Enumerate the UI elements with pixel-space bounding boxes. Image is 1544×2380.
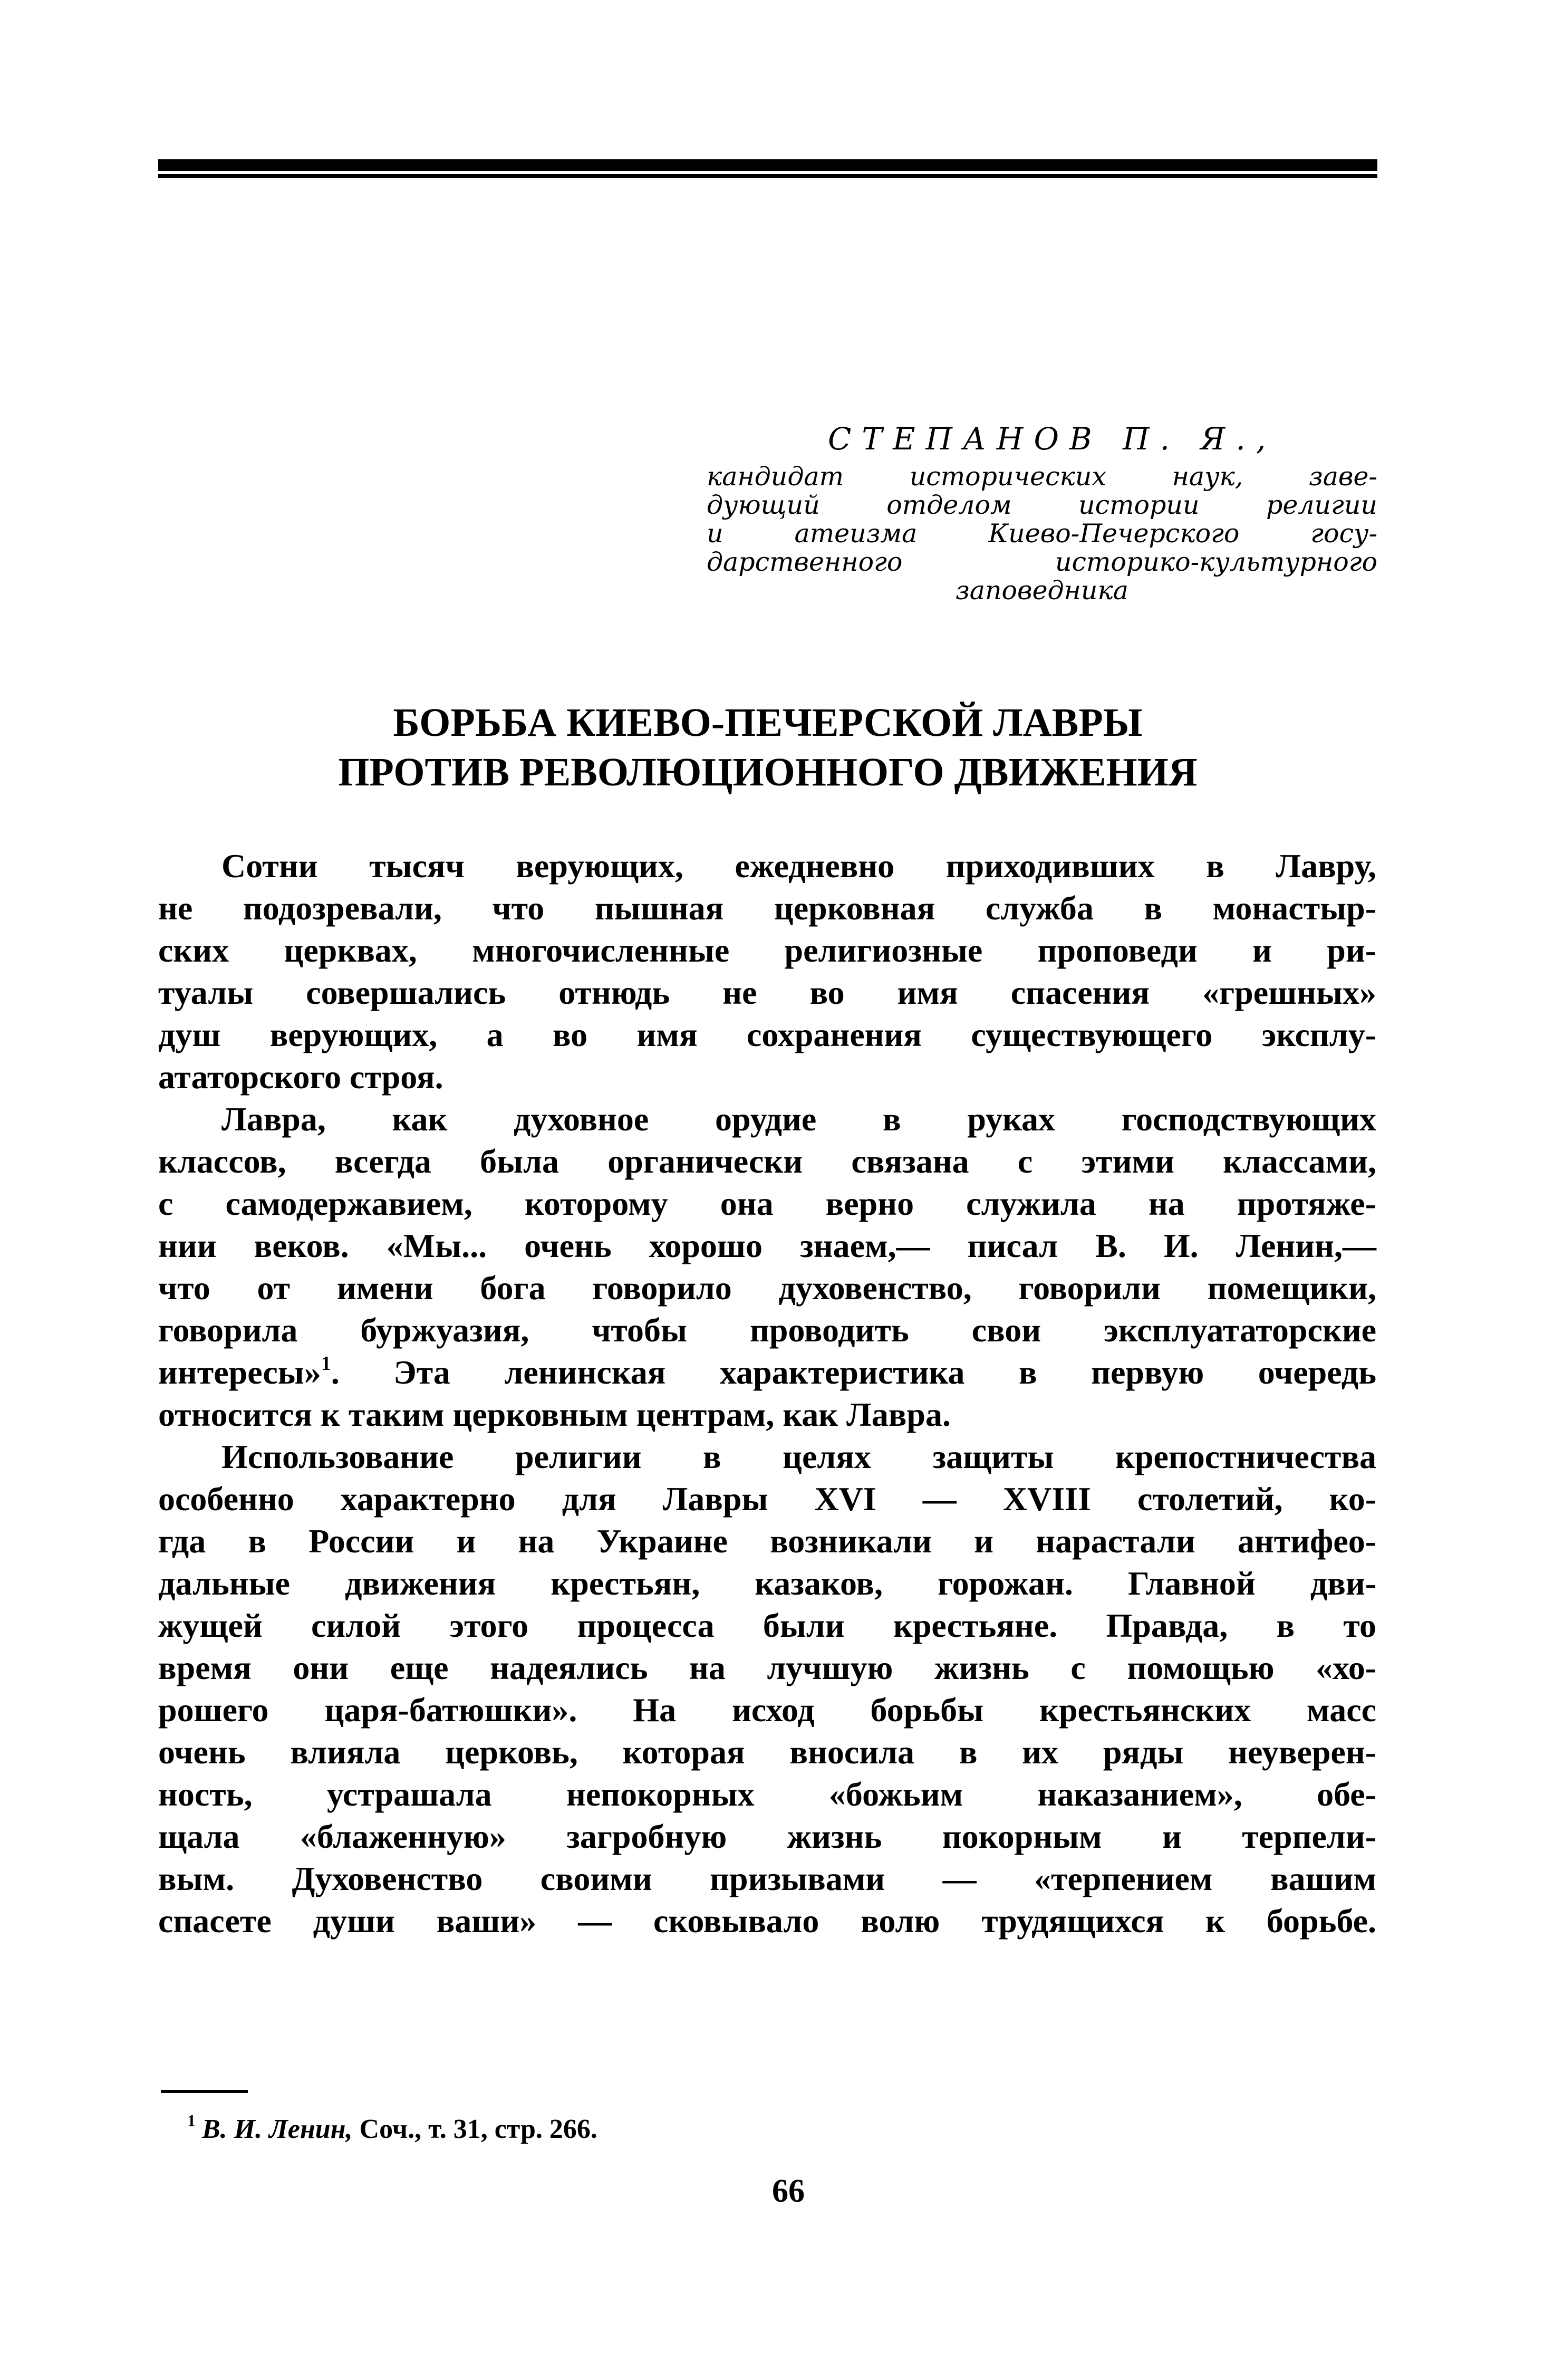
header-rule-thick [158, 159, 1377, 171]
paragraph-3-line: очень влияла церковь, которая вносила в их ряды неуверен- [158, 1733, 1376, 1771]
paragraph-1-line: не подозревали, что пышная церковная служба в монастыр- [158, 889, 1376, 927]
article-title-line: БОРЬБА КИЕВО-ПЕЧЕРСКОЙ ЛАВРЫ [393, 700, 1143, 745]
author-credentials-line: дарственного историко-культурного [707, 547, 1377, 577]
paragraph-2-line [158, 1351, 1376, 1394]
footnote-source: Соч., т. 31, стр. 266. [359, 2114, 597, 2144]
paragraph-2-line: что от имени бога говорило духовенство, говорили помещики, [158, 1269, 1376, 1307]
paragraph-1-line: Сотни тысяч верующих, ежедневно приходивших в Лавру, [221, 847, 1376, 885]
quote-end-text: интересы» [158, 1354, 321, 1391]
footnote [187, 2113, 597, 2146]
paragraph-2-line: классов, всегда была органически связана с этими классами, [158, 1143, 1376, 1180]
author-credentials-line: кандидат исторических наук, заве- [707, 462, 1377, 492]
footnote-mark: 1 [187, 2111, 196, 2130]
paragraph-3-line: гда в России и на Украине возникали и нарастали антифео- [158, 1522, 1376, 1560]
paragraph-3-line: время они еще надеялись на лучшую жизнь с помощью «хо- [158, 1649, 1376, 1686]
paragraph-3-line: жущей силой этого процесса были крестьяне. Правда, в то [158, 1607, 1376, 1644]
paragraph-1-line: туалы совершались отнюдь не во имя спасения «грешных» [158, 974, 1376, 1011]
article-title-line: ПРОТИВ РЕВОЛЮЦИОННОГО ДВИЖЕНИЯ [338, 750, 1198, 794]
paragraph-3-line: ность, устрашала непокорных «божьим наказанием», обе- [158, 1776, 1376, 1813]
paragraph-1-line: ататорского строя. [158, 1058, 443, 1096]
paragraph-3-line: особенно характерно для Лавры XVI — XVIII столетий, ко- [158, 1480, 1376, 1518]
footnote-author: В. И. Ленин, [202, 2114, 353, 2144]
paragraph-2-line: нии веков. «Мы... очень хорошо знаем,— писал В. И. Ленин,— [158, 1227, 1376, 1264]
page-number: 66 [772, 2173, 805, 2209]
paragraph-2-line: относится к таким церковным центрам, как Лавра. [158, 1396, 951, 1433]
author-credentials-line: дующий отделом истории религии [707, 490, 1377, 520]
paragraph-1-line: душ верующих, а во имя сохранения существующего эксплу- [158, 1016, 1376, 1053]
paragraph-2-line: с самодержавием, которому она верно служила на протяже- [158, 1185, 1376, 1222]
footnote-separator [161, 2090, 248, 2093]
line-continuation-text: . Эта ленинская характеристика в первую очередь [331, 1354, 1376, 1391]
paragraph-2-line: Лавра, как духовное орудие в руках господствующих [221, 1100, 1376, 1138]
paragraph-3-line: щала «блаженную» загробную жизнь покорным и терпели- [158, 1818, 1376, 1855]
author-name: СТЕПАНОВ П. Я., [828, 421, 1277, 457]
author-credentials-line: заповедника [956, 575, 1128, 606]
header-rule-thin [158, 174, 1377, 178]
paragraph-3-line: Использование религии в целях защиты крепостничества [221, 1438, 1376, 1475]
paragraph-3-line: дальные движения крестьян, казаков, горожан. Главной дви- [158, 1565, 1376, 1602]
paragraph-2-line: говорила буржуазия, чтобы проводить свои эксплуататорские [158, 1311, 1376, 1349]
paragraph-3-line: рошего царя-батюшки». На исход борьбы крестьянских масс [158, 1691, 1376, 1729]
paragraph-3-line: спасете души ваши» — сковывало волю трудящихся к борьбе. [158, 1902, 1376, 1940]
author-credentials-line: и атеизма Киево-Печерского госу- [707, 519, 1377, 549]
paragraph-3-line: вым. Духовенство своими призывами — «терпением вашим [158, 1860, 1376, 1897]
paragraph-1-line: ских церквах, многочисленные религиозные проповеди и ри- [158, 932, 1376, 969]
footnote-reference[interactable]: 1 [321, 1352, 331, 1375]
